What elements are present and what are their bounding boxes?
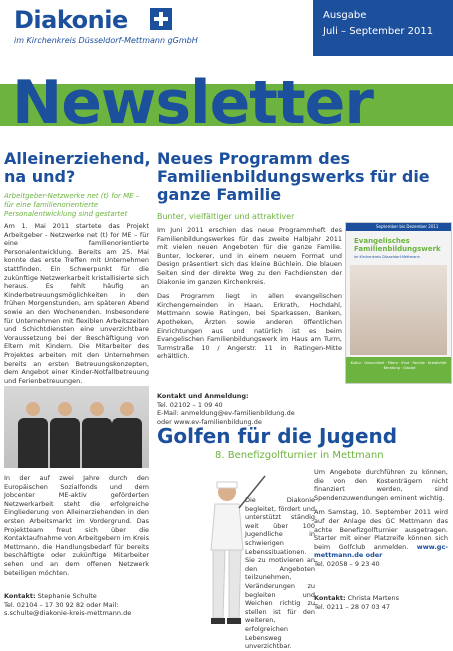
masthead-title: Newsletter: [12, 68, 373, 138]
golfclub-link[interactable]: www.gc-mettmann.de oder: [314, 542, 448, 560]
person-figure: [50, 402, 80, 468]
person-figure: [112, 402, 142, 468]
contact-email[interactable]: E-Mail: anmeldung@ev-familienbildung.de: [157, 409, 295, 418]
issue-label: Ausgabe: [323, 10, 367, 21]
article1-intro: Arbeitgeber-Netzwerke net (t) for ME – für eine familienorientierte Personalentwicklung sind gestartet: [4, 192, 140, 218]
article1-body2: In der auf zwei Jahre durch den Europäischen Sozialfonds und dem Jobcenter ME-aktiv geförderten Netzwerkarbeit steht die erfolgreiche Eingliederung von Alleinerziehenden in den ersten Arbeitsmarkt im Vordergrund. Das Projektteam freut sich über die Kontaktaufnahme von Arbeitgebern im Kreis Mettmann, die Handlungsbedarf für bereits beschäftigte oder zukünftige Mitarbeiter sehen und an dem offenen Netzwerk beteiligen möchten.: [4, 474, 149, 577]
article1-title: Alleinerziehend, na und?: [4, 149, 151, 186]
article2-contact: [157, 392, 342, 426]
contact-phone: Tel. 02104 – 17 30 92 82 oder Mail:: [4, 600, 119, 609]
article1-body: Am 1. Mai 2011 startete das Projekt Arbeitgeber - Netzwerke net (t) for ME – für eine familienorientierte Personalentwicklung. Bereits am 25. Mai konnte das erste Treffen mit Unternehmen stattfinden. Ein Schwerpunkt für die zukünftige Netzwerkarbeit kristallisierte sich heraus. Es fehlt häufig an Kinderbetreuungsmöglichkeiten in den frühen Morgenstunden, am späteren Abend sowie an den Wochenenden. Insbesondere für Unternehmen mit flexiblen Arbeitszeiten und Schichtdiensten eine unverzichtbare Voraussetzung bei der Beschäftigung von Eltern mit Kindern. Die Mitarbeiter des Projektes arbeiten mit den Unternehmen bereits an ersten Betreuungskonzepten, dem Angebot einer Kinder-Notfallbetreuung und Ferienbetreuungen.: [4, 222, 149, 385]
article3-contact: [314, 594, 448, 611]
brochure-title: Evangelisches Familienbildungswerk: [354, 237, 441, 253]
article2-paragraph2: Das Programm liegt in allen evangelischen Kirchengemeinden in Haan, Erkrath, Hochdahl, Mettmann sowie Ratingen, bei Sparkassen, Banken, Apotheken, Ärzten sowie anderen öffentlichen Einrichtungen aus und natürlich ist es beim Evangelischen Familienbildungswerk im Haus am Turm, Turmstraße 10 / Angerstr. 11 in Ratingen-Mitte erhältlich.: [157, 292, 342, 361]
cross-logo-icon: [150, 8, 172, 30]
article3-subtitle: 8. Benefizgolfturnier in Mettmann: [215, 450, 384, 461]
article2-body: [157, 226, 342, 361]
contact-name: Christa Martens: [347, 594, 400, 602]
contact-phone: Tel. 02102 – 1 09 40: [157, 400, 223, 409]
brochure-date: September bis Dezember 2011: [376, 224, 439, 229]
golfclub-phone: Tel. 02058 – 9 23 40: [314, 559, 380, 568]
article3-title: Golfen für die Jugend: [157, 424, 398, 448]
article2-subtitle: Bunter, vielfältiger und attraktiver: [157, 212, 295, 221]
brochure-image: [345, 222, 452, 384]
family-photo: [350, 265, 447, 355]
contact-label: Kontakt:: [314, 594, 346, 602]
brochure-subtitle: im Kirchenkreis Düsseldorf-Mettmann: [354, 255, 420, 259]
article3-paragraph1: Um Angebote durchführen zu können, die von den Kostenträgern nicht finanziert werden, sind Spendenzuwendungen eminent wichtig.: [314, 468, 448, 502]
article1-contact: [4, 592, 149, 618]
contact-website[interactable]: oder www.ev-familienbildung.de: [157, 417, 262, 426]
contact-label: Kontakt:: [4, 592, 36, 600]
contact-name: Stephanie Schulte: [37, 592, 97, 600]
person-figure: [82, 402, 112, 468]
brand-subline: im Kirchenkreis Düsseldorf-Mettmann gGmbH: [14, 36, 198, 45]
article2-paragraph1: Im Juni 2011 erschien das neue Programmheft des Familienbildungswerkes für das zweite Halbjahr 2011 mit vielen neuen Angeboten für die ganze Familie. Bunter, lockerer, und in einem neuem Format und Design präsentiert sich das kleine Büchlein. Die blauen Seiten sind der direkte Weg zu den Fachdiensten der Diakonie im ganzen Kirchenkreis.: [157, 226, 342, 286]
contact-label: Kontakt und Anmeldung:: [157, 392, 249, 400]
contact-email[interactable]: s.schulte@diakonie-kreis-mettmann.de: [4, 609, 132, 618]
brand-logo-text: Diakonie: [14, 6, 128, 34]
person-figure: [18, 402, 48, 468]
contact-phone: Tel. 0211 – 28 07 03 47: [314, 602, 391, 611]
article3-body-right: [314, 468, 448, 569]
issue-box: [313, 0, 453, 56]
team-photo: [4, 386, 149, 468]
article3-body-left: Die Diakonie begleitet, fördert und unterstützt ständig weit über 100 Jugendliche in schwierigen Lebenssituationen. Sie zu motivieren an den Angeboten teilzunehmen, Veränderungen zu begleiten und Weichen richtig zu stellen ist für den weiteren, erfolgreichen Lebensweg unverzichtbar.: [245, 496, 315, 651]
brochure-tags: Kultur · Gesundheit · Eltern · Kind · Familie · Kreativität · Beratung · Glaube: [350, 361, 447, 370]
article3-paragraph2: Am Samstag, 10. September 2011 wird auf der Anlage des GC Mettmann das achte Benefizgolfturnier ausgetragen. Starter mit einer Platzreife können sich beim Golfclub anmelden.: [314, 508, 448, 551]
issue-date: Juli – September 2011: [323, 26, 434, 37]
article2-title: Neues Programm des Familienbildungswerks für die ganze Familie: [157, 149, 430, 204]
